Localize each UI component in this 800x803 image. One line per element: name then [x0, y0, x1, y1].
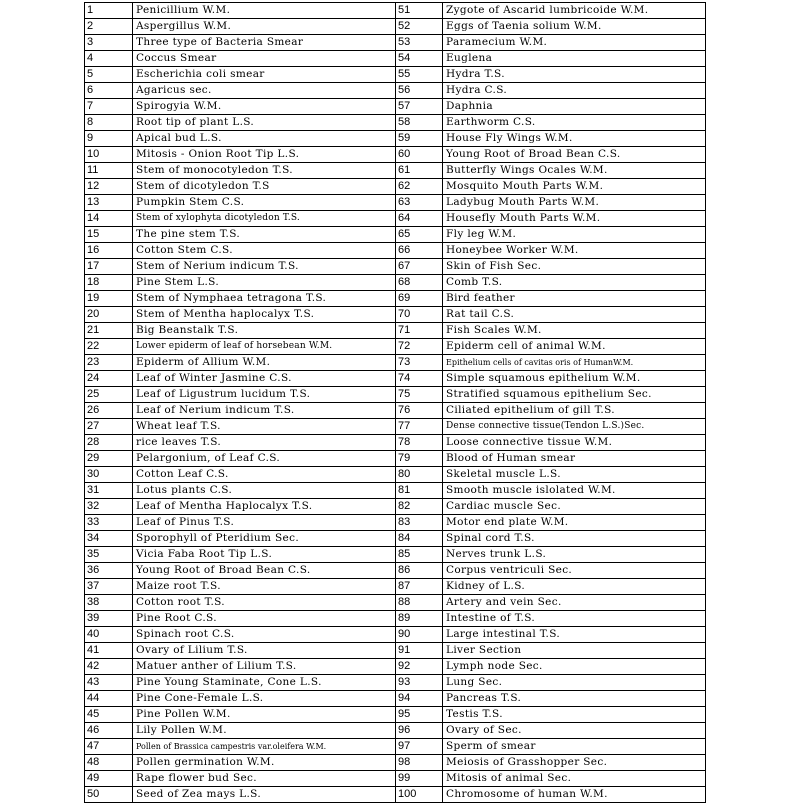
item-name: Cotton Stem C.S.: [133, 243, 396, 259]
item-name: Nerves trunk L.S.: [443, 547, 706, 563]
item-name: Lotus plants C.S.: [133, 483, 396, 499]
item-number: 85: [396, 547, 443, 563]
item-number: 36: [85, 563, 133, 579]
table-row: [85, 483, 706, 499]
item-name: Stem of dicotyledon T.S: [133, 179, 396, 195]
item-number: 49: [85, 771, 133, 787]
item-number: 3: [85, 35, 133, 51]
item-name: Eggs of Taenia solium W.M.: [443, 19, 706, 35]
item-name: Rape flower bud Sec.: [133, 771, 396, 787]
item-number: 76: [396, 403, 443, 419]
table-row: [85, 259, 706, 275]
item-name: Stem of Nerium indicum T.S.: [133, 259, 396, 275]
item-name: Pine Root C.S.: [133, 611, 396, 627]
item-number: 98: [396, 755, 443, 771]
item-name: Loose connective tissue W.M.: [443, 435, 706, 451]
item-name: rice leaves T.S.: [133, 435, 396, 451]
table-row: [85, 467, 706, 483]
item-name: Lymph node Sec.: [443, 659, 706, 675]
item-name: Cardiac muscle Sec.: [443, 499, 706, 515]
table-row: [85, 275, 706, 291]
item-name: Stem of Nymphaea tetragona T.S.: [133, 291, 396, 307]
table-row: [85, 243, 706, 259]
item-number: 79: [396, 451, 443, 467]
item-number: 82: [396, 499, 443, 515]
item-name: Vicia Faba Root Tip L.S.: [133, 547, 396, 563]
table-row: [85, 3, 706, 19]
item-name: Ovary of Lilium T.S.: [133, 643, 396, 659]
table-row: [85, 115, 706, 131]
item-name: House Fly Wings W.M.: [443, 131, 706, 147]
item-number: 30: [85, 467, 133, 483]
item-number: 52: [396, 19, 443, 35]
table-row: [85, 99, 706, 115]
table-row: [85, 387, 706, 403]
item-number: 51: [396, 3, 443, 19]
item-name: Paramecium W.M.: [443, 35, 706, 51]
table-row: [85, 675, 706, 691]
item-name: Simple squamous epithelium W.M.: [443, 371, 706, 387]
item-number: 37: [85, 579, 133, 595]
item-name: Spirogyia W.M.: [133, 99, 396, 115]
item-number: 90: [396, 627, 443, 643]
item-number: 70: [396, 307, 443, 323]
item-number: 2: [85, 19, 133, 35]
table-row: [85, 355, 706, 371]
item-name: Epithelium cells of cavitas oris of HumanW.M.: [443, 355, 706, 371]
table-row: [85, 227, 706, 243]
item-name: Pine Young Staminate, Cone L.S.: [133, 675, 396, 691]
item-name: Hydra C.S.: [443, 83, 706, 99]
table-row: [85, 627, 706, 643]
item-name: Stratified squamous epithelium Sec.: [443, 387, 706, 403]
item-name: Lower epiderm of leaf of horsebean W.M.: [133, 339, 396, 355]
item-number: 61: [396, 163, 443, 179]
item-number: 45: [85, 707, 133, 723]
item-name: Epiderm cell of animal W.M.: [443, 339, 706, 355]
item-number: 63: [396, 195, 443, 211]
item-number: 95: [396, 707, 443, 723]
item-name: Bird feather: [443, 291, 706, 307]
item-number: 27: [85, 419, 133, 435]
table-row: [85, 707, 706, 723]
item-number: 20: [85, 307, 133, 323]
item-name: Pollen germination W.M.: [133, 755, 396, 771]
item-number: 77: [396, 419, 443, 435]
item-number: 71: [396, 323, 443, 339]
table-row: [85, 291, 706, 307]
item-number: 16: [85, 243, 133, 259]
item-number: 57: [396, 99, 443, 115]
item-number: 74: [396, 371, 443, 387]
table-row: [85, 739, 706, 755]
item-number: 13: [85, 195, 133, 211]
item-name: Spinach root C.S.: [133, 627, 396, 643]
table-row: [85, 531, 706, 547]
item-number: 93: [396, 675, 443, 691]
item-name: Lily Pollen W.M.: [133, 723, 396, 739]
item-name: Skeletal muscle L.S.: [443, 467, 706, 483]
item-number: 11: [85, 163, 133, 179]
item-name: Dense connective tissue(Tendon L.S.)Sec.: [443, 419, 706, 435]
item-number: 100: [396, 787, 443, 803]
item-number: 91: [396, 643, 443, 659]
item-name: Cotton root T.S.: [133, 595, 396, 611]
item-number: 29: [85, 451, 133, 467]
item-name: Pancreas T.S.: [443, 691, 706, 707]
item-name: Aspergillus W.M.: [133, 19, 396, 35]
item-name: Root tip of plant L.S.: [133, 115, 396, 131]
item-name: Agaricus sec.: [133, 83, 396, 99]
item-number: 55: [396, 67, 443, 83]
item-number: 47: [85, 739, 133, 755]
item-name: Seed of Zea mays L.S.: [133, 787, 396, 803]
item-name: Escherichia coli smear: [133, 67, 396, 83]
item-number: 21: [85, 323, 133, 339]
item-name: Butterfly Wings Ocales W.M.: [443, 163, 706, 179]
table-row: [85, 563, 706, 579]
item-name: Pine Stem L.S.: [133, 275, 396, 291]
item-number: 26: [85, 403, 133, 419]
table-row: [85, 755, 706, 771]
item-number: 43: [85, 675, 133, 691]
item-name: Ciliated epithelium of gill T.S.: [443, 403, 706, 419]
item-number: 62: [396, 179, 443, 195]
item-name: Earthworm C.S.: [443, 115, 706, 131]
table-row: [85, 579, 706, 595]
item-number: 69: [396, 291, 443, 307]
item-number: 28: [85, 435, 133, 451]
item-number: 4: [85, 51, 133, 67]
item-number: 83: [396, 515, 443, 531]
table-row: [85, 771, 706, 787]
item-number: 75: [396, 387, 443, 403]
item-name: Euglena: [443, 51, 706, 67]
item-number: 87: [396, 579, 443, 595]
table-row: [85, 163, 706, 179]
item-name: Daphnia: [443, 99, 706, 115]
item-number: 68: [396, 275, 443, 291]
item-name: Hydra T.S.: [443, 67, 706, 83]
table-row: [85, 643, 706, 659]
item-number: 78: [396, 435, 443, 451]
item-name: Mitosis - Onion Root Tip L.S.: [133, 147, 396, 163]
item-name: Pine Cone-Female L.S.: [133, 691, 396, 707]
item-name: Intestine of T.S.: [443, 611, 706, 627]
item-number: 73: [396, 355, 443, 371]
item-name: Rat tail C.S.: [443, 307, 706, 323]
item-number: 59: [396, 131, 443, 147]
table-row: [85, 787, 706, 803]
item-name: Maize root T.S.: [133, 579, 396, 595]
item-number: 97: [396, 739, 443, 755]
item-name: Young Root of Broad Bean C.S.: [133, 563, 396, 579]
item-number: 67: [396, 259, 443, 275]
item-name: Fly leg W.M.: [443, 227, 706, 243]
item-number: 94: [396, 691, 443, 707]
item-name: Leaf of Pinus T.S.: [133, 515, 396, 531]
item-name: Testis T.S.: [443, 707, 706, 723]
item-name: Housefly Mouth Parts W.M.: [443, 211, 706, 227]
item-name: Leaf of Winter Jasmine C.S.: [133, 371, 396, 387]
table-row: [85, 611, 706, 627]
item-number: 15: [85, 227, 133, 243]
slide-catalog-table: [84, 2, 706, 803]
item-name: Comb T.S.: [443, 275, 706, 291]
item-name: Stem of xylophyta dicotyledon T.S.: [133, 211, 396, 227]
item-number: 80: [396, 467, 443, 483]
item-number: 25: [85, 387, 133, 403]
item-number: 22: [85, 339, 133, 355]
table-row: [85, 515, 706, 531]
table-row: [85, 195, 706, 211]
item-number: 40: [85, 627, 133, 643]
table-row: [85, 35, 706, 51]
item-name: Coccus Smear: [133, 51, 396, 67]
item-name: Pine Pollen W.M.: [133, 707, 396, 723]
item-name: Penicillium W.M.: [133, 3, 396, 19]
item-number: 1: [85, 3, 133, 19]
item-name: Skin of Fish Sec.: [443, 259, 706, 275]
table-row: [85, 547, 706, 563]
item-number: 32: [85, 499, 133, 515]
item-name: Spinal cord T.S.: [443, 531, 706, 547]
item-number: 96: [396, 723, 443, 739]
table-row: [85, 67, 706, 83]
item-name: Fish Scales W.M.: [443, 323, 706, 339]
item-name: Mosquito Mouth Parts W.M.: [443, 179, 706, 195]
item-name: Apical bud L.S.: [133, 131, 396, 147]
table-row: [85, 307, 706, 323]
item-number: 72: [396, 339, 443, 355]
item-name: Pollen of Brassica campestris var.oleifera W.M.: [133, 739, 396, 755]
item-name: Liver Section: [443, 643, 706, 659]
item-number: 88: [396, 595, 443, 611]
item-number: 33: [85, 515, 133, 531]
item-name: Large intestinal T.S.: [443, 627, 706, 643]
item-name: Stem of Mentha haplocalyx T.S.: [133, 307, 396, 323]
item-number: 5: [85, 67, 133, 83]
item-name: Wheat leaf T.S.: [133, 419, 396, 435]
item-name: Ladybug Mouth Parts W.M.: [443, 195, 706, 211]
item-name: Motor end plate W.M.: [443, 515, 706, 531]
item-number: 89: [396, 611, 443, 627]
item-name: Big Beanstalk T.S.: [133, 323, 396, 339]
item-name: Chromosome of human W.M.: [443, 787, 706, 803]
item-name: Leaf of Mentha Haplocalyx T.S.: [133, 499, 396, 515]
table-row: [85, 51, 706, 67]
table-row: [85, 83, 706, 99]
item-number: 53: [396, 35, 443, 51]
table-row: [85, 211, 706, 227]
item-number: 66: [396, 243, 443, 259]
item-name: Artery and vein Sec.: [443, 595, 706, 611]
item-number: 38: [85, 595, 133, 611]
item-name: Leaf of Nerium indicum T.S.: [133, 403, 396, 419]
item-number: 44: [85, 691, 133, 707]
item-name: Pelargonium, of Leaf C.S.: [133, 451, 396, 467]
table-row: [85, 451, 706, 467]
item-name: Honeybee Worker W.M.: [443, 243, 706, 259]
item-number: 65: [396, 227, 443, 243]
table-row: [85, 419, 706, 435]
item-name: Blood of Human smear: [443, 451, 706, 467]
table-row: [85, 339, 706, 355]
table-row: [85, 659, 706, 675]
item-name: Young Root of Broad Bean C.S.: [443, 147, 706, 163]
table-row: [85, 323, 706, 339]
item-number: 8: [85, 115, 133, 131]
item-number: 14: [85, 211, 133, 227]
item-name: Leaf of Ligustrum lucidum T.S.: [133, 387, 396, 403]
table-row: [85, 723, 706, 739]
item-number: 35: [85, 547, 133, 563]
item-number: 86: [396, 563, 443, 579]
item-number: 39: [85, 611, 133, 627]
item-number: 46: [85, 723, 133, 739]
item-name: Ovary of Sec.: [443, 723, 706, 739]
item-name: Mitosis of animal Sec.: [443, 771, 706, 787]
item-number: 92: [396, 659, 443, 675]
table-row: [85, 499, 706, 515]
item-name: Corpus ventriculi Sec.: [443, 563, 706, 579]
item-number: 18: [85, 275, 133, 291]
item-name: Sperm of smear: [443, 739, 706, 755]
item-number: 60: [396, 147, 443, 163]
item-number: 42: [85, 659, 133, 675]
item-number: 24: [85, 371, 133, 387]
item-number: 99: [396, 771, 443, 787]
item-name: Kidney of L.S.: [443, 579, 706, 595]
item-name: Lung Sec.: [443, 675, 706, 691]
table-row: [85, 19, 706, 35]
item-number: 31: [85, 483, 133, 499]
item-number: 54: [396, 51, 443, 67]
item-name: Stem of monocotyledon T.S.: [133, 163, 396, 179]
item-number: 48: [85, 755, 133, 771]
item-number: 56: [396, 83, 443, 99]
table-row: [85, 403, 706, 419]
item-number: 50: [85, 787, 133, 803]
item-name: Zygote of Ascarid lumbricoide W.M.: [443, 3, 706, 19]
item-number: 64: [396, 211, 443, 227]
item-name: Cotton Leaf C.S.: [133, 467, 396, 483]
item-name: Pumpkin Stem C.S.: [133, 195, 396, 211]
table-row: [85, 595, 706, 611]
item-number: 9: [85, 131, 133, 147]
item-number: 17: [85, 259, 133, 275]
table-row: [85, 131, 706, 147]
slide-catalog-body: [85, 3, 706, 803]
item-number: 84: [396, 531, 443, 547]
item-number: 6: [85, 83, 133, 99]
table-row: [85, 435, 706, 451]
item-name: Meiosis of Grasshopper Sec.: [443, 755, 706, 771]
item-name: The pine stem T.S.: [133, 227, 396, 243]
item-number: 12: [85, 179, 133, 195]
item-number: 58: [396, 115, 443, 131]
item-name: Matuer anther of Lilium T.S.: [133, 659, 396, 675]
table-row: [85, 371, 706, 387]
item-name: Sporophyll of Pteridium Sec.: [133, 531, 396, 547]
item-number: 81: [396, 483, 443, 499]
table-row: [85, 179, 706, 195]
item-number: 34: [85, 531, 133, 547]
item-number: 41: [85, 643, 133, 659]
item-number: 23: [85, 355, 133, 371]
item-name: Smooth muscle islolated W.M.: [443, 483, 706, 499]
item-name: Epiderm of Allium W.M.: [133, 355, 396, 371]
item-name: Three type of Bacteria Smear: [133, 35, 396, 51]
item-number: 10: [85, 147, 133, 163]
table-row: [85, 691, 706, 707]
table-row: [85, 147, 706, 163]
item-number: 7: [85, 99, 133, 115]
item-number: 19: [85, 291, 133, 307]
